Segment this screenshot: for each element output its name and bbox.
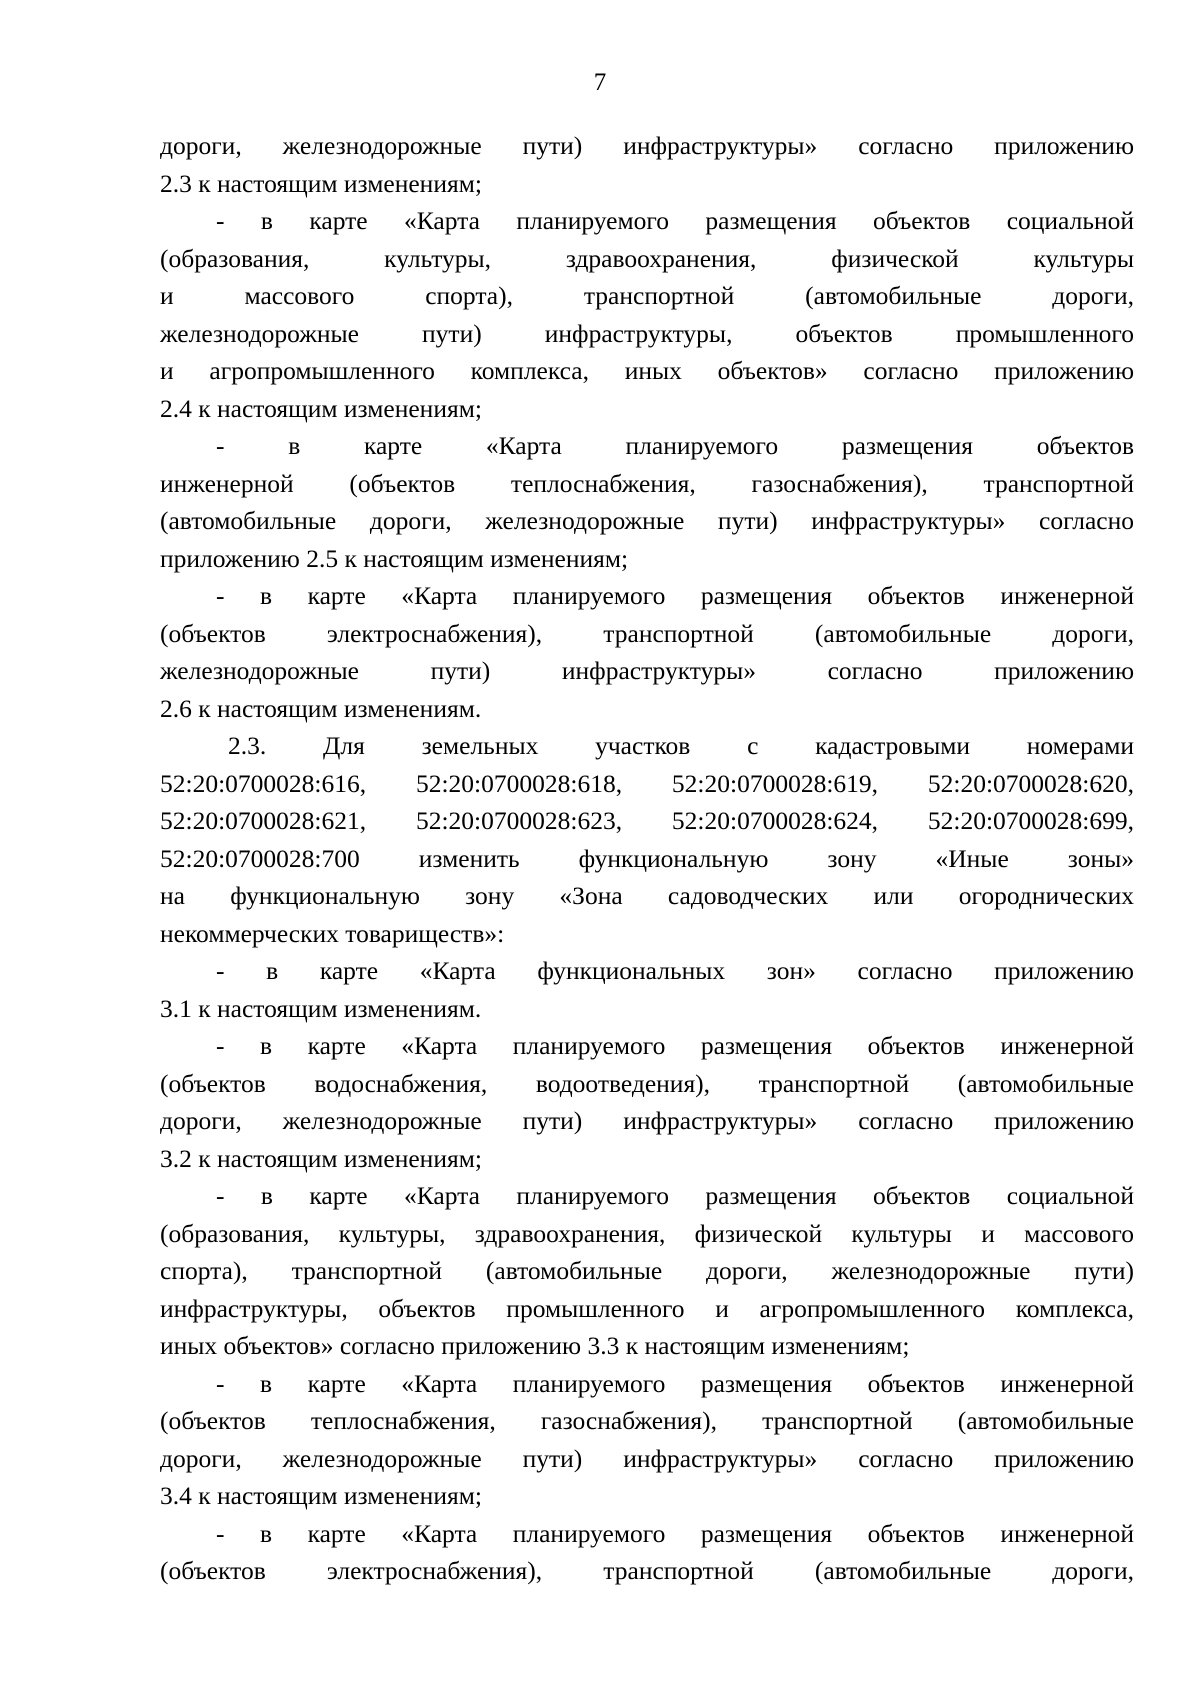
text-line: (объектов электроснабжения), транспортной (автомобильные дороги, xyxy=(160,618,1134,648)
text-line: - в карте «Карта функциональных зон» согласно приложению xyxy=(216,956,1134,985)
text-line: дороги, железнодорожные пути) инфраструктуры» согласно приложению xyxy=(160,1443,1134,1473)
text-line: (образования, культуры, здравоохранения, физической культуры xyxy=(160,243,1134,273)
text-line: 2.3. Для земельных участков с кадастровыми номерами xyxy=(228,731,1134,760)
text-line: 52:20:0700028:700 изменить функциональную зону «Иные зоны» xyxy=(160,843,1134,873)
paragraph-engineering-map-2-5 xyxy=(160,427,1134,577)
text-line: 52:20:0700028:616, 52:20:0700028:618, 52:20:0700028:619, 52:20:0700028:620, xyxy=(160,768,1134,798)
paragraph-water-map-3-2 xyxy=(160,1027,1134,1177)
text-line: дороги, железнодорожные пути) инфраструктуры» согласно приложению xyxy=(160,1106,1134,1135)
text-line: (автомобильные дороги, железнодорожные пути) инфраструктуры» согласно xyxy=(160,506,1134,535)
text-line: - в карте «Карта планируемого размещения объектов социальной xyxy=(216,1181,1134,1210)
text-line: и агропромышленного комплекса, иных объектов» согласно приложению xyxy=(160,356,1134,385)
text-line: - в карте «Карта планируемого размещения объектов инженерной xyxy=(216,1368,1134,1398)
paragraph-social-map-2-4 xyxy=(160,202,1134,427)
paragraph-social-map-3-3 xyxy=(160,1177,1134,1365)
text-line: 52:20:0700028:621, 52:20:0700028:623, 52:20:0700028:624, 52:20:0700028:699, xyxy=(160,806,1134,835)
paragraph-section-2-3 xyxy=(160,727,1134,952)
text-line: железнодорожные пути) инфраструктуры» согласно приложению xyxy=(160,656,1134,685)
text-line: железнодорожные пути) инфраструктуры, объектов промышленного xyxy=(160,318,1134,348)
text-line: - в карте «Карта планируемого размещения объектов xyxy=(216,431,1134,460)
text-line: приложению 2.5 к настоящим изменениям; xyxy=(160,543,629,573)
paragraph-heat-gas-map-3-4 xyxy=(160,1365,1134,1515)
text-line: и массового спорта), транспортной (автомобильные дороги, xyxy=(160,281,1134,310)
paragraph-electric-map-2-6 xyxy=(160,577,1134,727)
text-line: на функциональную зону «Зона садоводческих или огороднических xyxy=(160,881,1134,910)
text-line: 3.2 к настоящим изменениям; xyxy=(160,1143,482,1173)
text-line: 2.6 к настоящим изменениям. xyxy=(160,693,482,723)
text-line: иных объектов» согласно приложению 3.3 к настоящим изменениям; xyxy=(160,1331,910,1360)
paragraph-continuation xyxy=(160,127,1134,202)
text-line: - в карте «Карта планируемого размещения объектов инженерной xyxy=(216,1518,1134,1548)
text-line: 2.4 к настоящим изменениям; xyxy=(160,393,482,423)
text-line: инженерной (объектов теплоснабжения, газоснабжения), транспортной xyxy=(160,468,1134,498)
text-line: - в карте «Карта планируемого размещения объектов социальной xyxy=(216,206,1134,235)
text-line: 2.3 к настоящим изменениям; xyxy=(160,168,482,198)
text-line: 3.4 к настоящим изменениям; xyxy=(160,1481,482,1510)
paragraph-functional-zones-3-1 xyxy=(160,952,1134,1027)
text-line: некоммерческих товариществ»: xyxy=(160,918,505,948)
text-line: инфраструктуры, объектов промышленного и агропромышленного комплекса, xyxy=(160,1293,1134,1323)
page-number: 7 xyxy=(593,69,607,96)
paragraph-electric-map-3-5 xyxy=(160,1515,1134,1590)
text-line: - в карте «Карта планируемого размещения объектов инженерной xyxy=(216,1031,1134,1060)
text-line: (объектов электроснабжения), транспортной (автомобильные дороги, xyxy=(160,1556,1134,1585)
document-body xyxy=(160,127,1134,1590)
text-line: 3.1 к настоящим изменениям. xyxy=(160,993,482,1023)
text-line: спорта), транспортной (автомобильные дороги, железнодорожные пути) xyxy=(160,1256,1134,1285)
text-line: - в карте «Карта планируемого размещения объектов инженерной xyxy=(216,581,1134,610)
text-line: (объектов теплоснабжения, газоснабжения), транспортной (автомобильные xyxy=(160,1406,1134,1435)
text-line: (объектов водоснабжения, водоотведения), транспортной (автомобильные xyxy=(160,1068,1134,1098)
text-line: (образования, культуры, здравоохранения, физической культуры и массового xyxy=(160,1218,1134,1248)
text-line: дороги, железнодорожные пути) инфраструктуры» согласно приложению xyxy=(160,131,1134,160)
